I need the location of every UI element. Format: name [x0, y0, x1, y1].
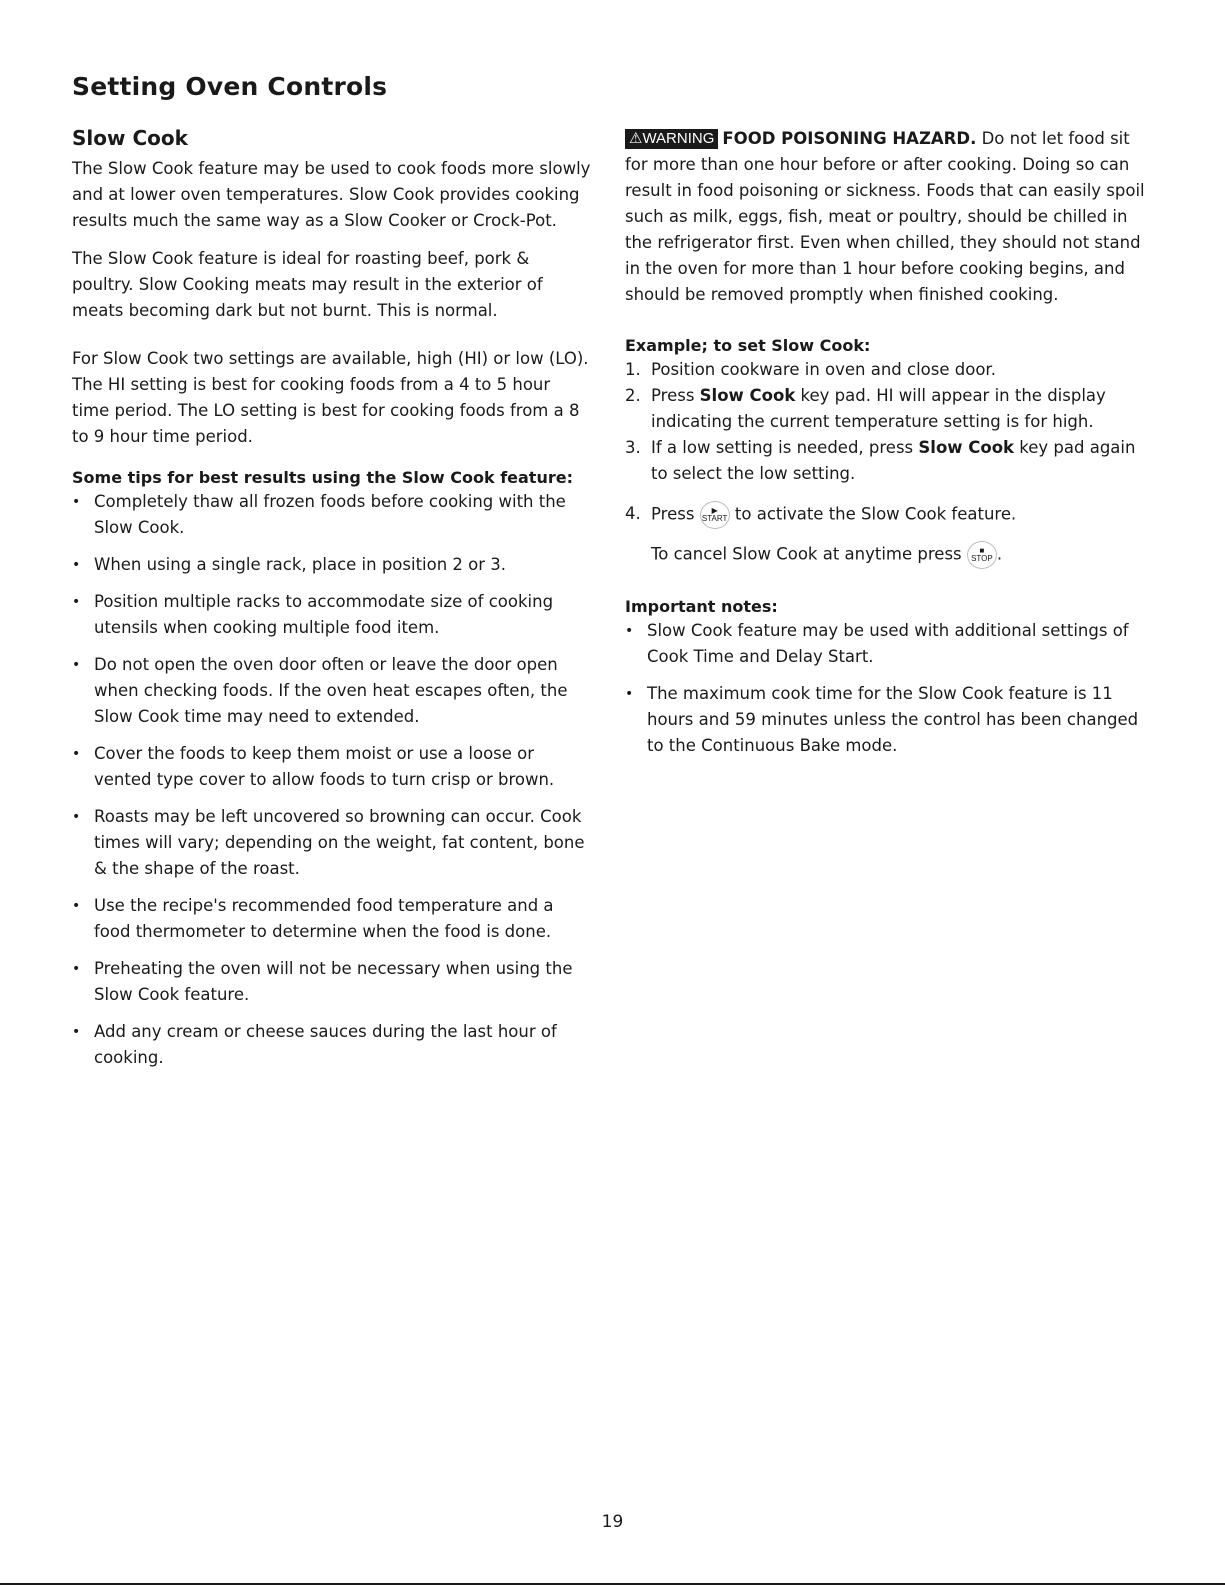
tip-text: When using a single rack, place in position 2 or 3.	[94, 555, 507, 574]
tip-text: Roasts may be left uncovered so browning can occur. Cook times will vary; depending on the weight, fat content, bone & the shape of the roast.	[94, 807, 585, 878]
step-number: 3.	[625, 438, 641, 457]
intro-paragraph: For Slow Cook two settings are available, high (HI) or low (LO). The HI setting is best for cooking foods from a 4 to 5 hour time period. The LO setting is best for cooking foods from a 8 to 9 hour time period.	[72, 349, 589, 446]
step-text: If a low setting is needed, press	[651, 438, 919, 457]
play-icon: ▶	[711, 506, 718, 515]
notes-heading: Important notes:	[625, 597, 778, 616]
bullet-icon: •	[72, 657, 81, 673]
step-item	[625, 357, 1150, 383]
tip-item	[72, 804, 592, 882]
step-text: key pad. HI will appear in the display indicating the current temperature setting is for high.	[651, 386, 1106, 431]
tip-item	[72, 1019, 592, 1071]
tip-item	[72, 956, 592, 1008]
note-item	[625, 681, 1150, 759]
note-text: Slow Cook feature may be used with additional settings of Cook Time and Delay Start.	[647, 621, 1129, 666]
tip-item	[72, 552, 592, 578]
notes-list	[625, 618, 1150, 759]
tip-item	[72, 489, 592, 541]
bullet-icon: •	[625, 623, 634, 639]
tip-item	[72, 893, 592, 945]
step-number: 2.	[625, 386, 641, 405]
intro-paragraph: The Slow Cook feature is ideal for roasting beef, pork & poultry. Slow Cooking meats may result in the exterior of meats becoming dark but not burnt. This is normal.	[72, 249, 543, 320]
hazard-title: FOOD POISONING HAZARD.	[722, 129, 977, 148]
bullet-icon: •	[72, 809, 81, 825]
stop-key-icon	[967, 541, 997, 569]
tip-item	[72, 652, 592, 730]
page-title: Setting Oven Controls	[72, 72, 388, 101]
tip-text: Do not open the oven door often or leave the door open when checking foods. If the oven heat escapes often, the Slow Cook time may need to extended.	[94, 655, 568, 726]
stop-key-label: STOP	[971, 554, 993, 563]
tip-text: Completely thaw all frozen foods before cooking with the Slow Cook.	[94, 492, 566, 537]
stop-square-icon: ■	[979, 546, 985, 555]
step-text: Press	[651, 386, 700, 405]
left-column	[72, 126, 592, 1082]
note-text: The maximum cook time for the Slow Cook feature is 11 hours and 59 minutes unless the control has been changed to the Continuous Bake mode.	[647, 684, 1139, 755]
bullet-icon: •	[72, 1024, 81, 1040]
warning-text: Do not let food sit for more than one hour before or after cooking. Doing so can result in food poisoning or sickness. Foods that can easily spoil such as milk, eggs, fish, meat or poultry, should be chilled in the refrigerator first. Even when chilled, they should not stand in the oven for more than 1 hour before cooking begins, and should be removed promptly when finished cooking.	[625, 129, 1145, 304]
right-column	[625, 126, 1150, 770]
bullet-icon: •	[72, 898, 81, 914]
page-number: 19	[601, 1512, 624, 1532]
start-key-label: START	[701, 514, 728, 523]
step-number: 4.	[625, 504, 641, 523]
step-text: Press	[651, 504, 700, 524]
tip-item	[72, 741, 592, 793]
step-number: 1.	[625, 360, 641, 379]
cancel-instruction	[625, 541, 1150, 569]
bullet-icon: •	[72, 961, 81, 977]
tip-text: Position multiple racks to accommodate size of cooking utensils when cooking multiple food item.	[94, 592, 554, 637]
tips-heading: Some tips for best results using the Slow Cook feature:	[72, 468, 573, 487]
step-item	[625, 383, 1150, 435]
section-title: Slow Cook	[72, 126, 188, 150]
step-text: Position cookware in oven and close door.	[651, 360, 996, 379]
step-text: to activate the Slow Cook feature.	[729, 504, 1017, 524]
tip-text: Add any cream or cheese sauces during the last hour of cooking.	[94, 1022, 557, 1067]
steps-list	[625, 357, 1150, 529]
tips-list	[72, 489, 592, 1071]
example-heading: Example; to set Slow Cook:	[625, 336, 871, 355]
warning-paragraph	[625, 126, 1150, 308]
bullet-icon: •	[72, 746, 81, 762]
bullet-icon: •	[72, 594, 81, 610]
key-name: Slow Cook	[699, 386, 796, 405]
warning-badge: ⚠WARNING	[625, 129, 718, 149]
cancel-text: .	[996, 544, 1003, 564]
step-text: key pad again to select the low setting.	[651, 438, 1136, 483]
note-item	[625, 618, 1150, 670]
bullet-icon: •	[72, 494, 81, 510]
bullet-icon: •	[625, 686, 634, 702]
step-item	[625, 435, 1150, 487]
key-name: Slow Cook	[918, 438, 1015, 457]
tip-item	[72, 589, 592, 641]
bullet-icon: •	[72, 557, 81, 573]
tip-text: Cover the foods to keep them moist or use a loose or vented type cover to allow foods to turn crisp or brown.	[94, 744, 555, 789]
step-item	[625, 501, 1150, 529]
cancel-text: To cancel Slow Cook at anytime press	[651, 544, 967, 564]
tip-text: Preheating the oven will not be necessary when using the Slow Cook feature.	[94, 959, 573, 1004]
tip-text: Use the recipe's recommended food temperature and a food thermometer to determine when the food is done.	[94, 896, 554, 941]
intro-paragraph: The Slow Cook feature may be used to cook foods more slowly and at lower oven temperatures. Slow Cook provides cooking results much the same way as a Slow Cooker or Crock-Pot.	[72, 159, 591, 230]
start-key-icon	[700, 501, 730, 529]
